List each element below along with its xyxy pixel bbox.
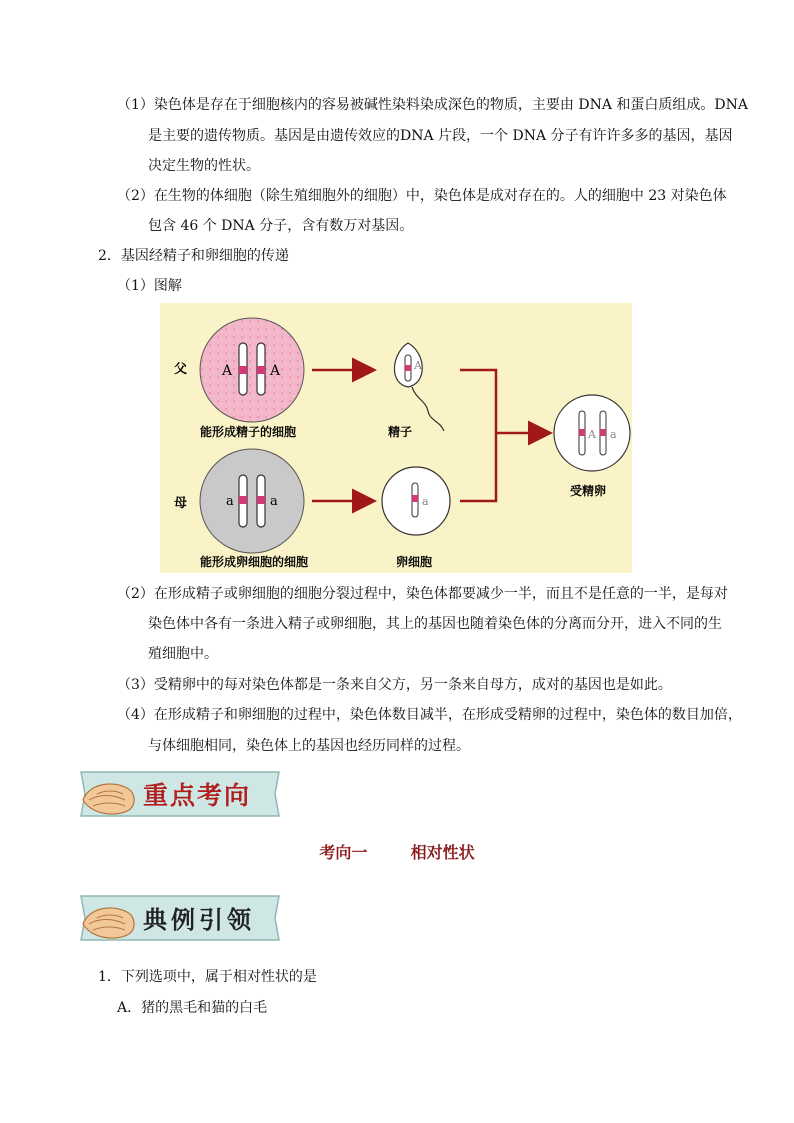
paragraph-2-line-1: （2）在生物的体细胞（除生殖细胞外的细胞）中，染色体是成对存在的。人的细胞中 23 对染色体	[117, 188, 727, 204]
paragraph-1-line-3: 决定生物的性状。	[148, 158, 260, 174]
egg-gene: a	[422, 495, 429, 508]
sperm-gene: A	[414, 359, 422, 372]
subsection-title-part2: 相对性状	[410, 843, 475, 862]
mother-gene-right: a	[270, 494, 278, 509]
father-cell-label: 能形成精子的细胞	[200, 425, 297, 439]
paragraph-3-line-2: 染色体中各有一条进入精子或卵细胞，其上的基因也随着染色体的分离而分开，进入不同的生	[148, 616, 722, 632]
paragraph-2-line-2: 包含 46 个 DNA 分子，含有数万对基因。	[148, 218, 414, 234]
paragraph-4: （3）受精卵中的每对染色体都是一条来自父方，另一条来自母方，成对的基因也是如此。	[117, 677, 672, 693]
zygote-gene-A: A	[588, 428, 596, 441]
paragraph-5-line-2: 与体细胞相同，染色体上的基因也经历同样的过程。	[148, 738, 470, 754]
paragraph-5-line-1: （4）在形成精子和卵细胞的过程中，染色体数目减半，在形成受精卵的过程中，染色体的数目加倍，	[117, 707, 742, 723]
zygote-gene-a: a	[610, 428, 617, 441]
mother-gene-left: a	[226, 494, 234, 509]
father-gene-band-left	[239, 366, 247, 374]
father-gene-right: A	[270, 363, 281, 379]
examples-banner	[75, 890, 285, 946]
father-gene-left: A	[222, 363, 233, 379]
zygote-gene-band-right	[600, 429, 606, 436]
father-cell	[200, 318, 304, 422]
question-1-stem: 1．下列选项中，属于相对性状的是	[98, 969, 317, 985]
sperm-label: 精子	[388, 425, 413, 439]
section-2-1-label: （1）图解	[117, 278, 182, 294]
question-1-option-a: A．猪的黑毛和猫的白毛	[117, 1000, 268, 1016]
examples-banner-text: 典例引领	[143, 905, 255, 934]
subsection-title	[0, 840, 794, 863]
section-2-title: 2．基因经精子和卵细胞的传递	[98, 248, 289, 264]
paragraph-1-line-2: 是主要的遗传物质。基因是由遗传效应的DNA 片段，一个 DNA 分子有许许多多的基因，基因	[148, 128, 733, 144]
mother-label: 母	[174, 496, 188, 511]
father-gene-band-right	[257, 366, 265, 374]
mother-gene-band-right	[257, 496, 265, 504]
mother-gene-band-left	[239, 496, 247, 504]
subsection-title-part1: 考向一	[319, 843, 368, 862]
zygote-label: 受精卵	[570, 484, 607, 498]
gene-transmission-diagram	[160, 303, 632, 573]
mother-cell	[200, 449, 304, 553]
father-label: 父	[174, 362, 188, 377]
paragraph-3-line-1: （2）在形成精子或卵细胞的细胞分裂过程中，染色体都要减少一半，而且不是任意的一半，是每对	[117, 586, 728, 602]
egg-gene-band	[412, 495, 418, 502]
zygote-gene-band-left	[579, 429, 585, 436]
egg-label: 卵细胞	[396, 555, 433, 569]
paragraph-3-line-3: 殖细胞中。	[148, 646, 218, 662]
sperm-gene-band	[405, 365, 411, 371]
key-points-banner-text: 重点考向	[143, 781, 252, 810]
key-points-banner	[75, 766, 285, 822]
mother-cell-label: 能形成卵细胞的细胞	[200, 555, 309, 569]
paragraph-1-line-1: （1）染色体是存在于细胞核内的容易被碱性染料染成深色的物质，主要由 DNA 和蛋白质组成。DNA	[117, 97, 748, 113]
